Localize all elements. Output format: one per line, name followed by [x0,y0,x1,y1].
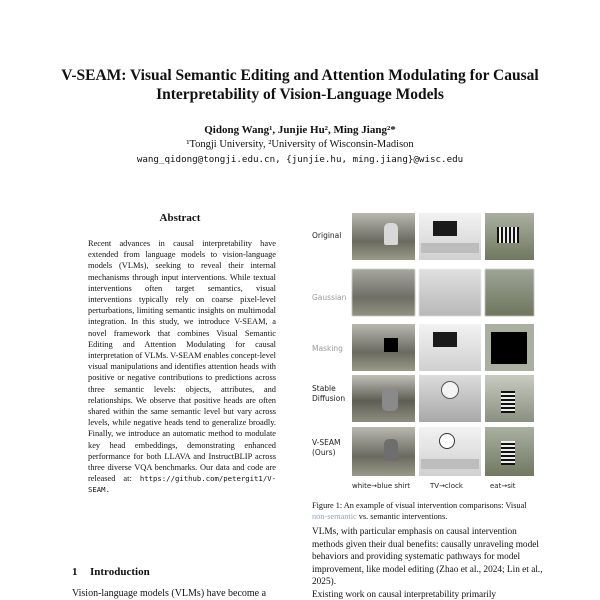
body-text-right: VLMs, with particular emphasis on causal intervention methods given their dual benefits: causally unraveling model behaviors and providing systematic pathways for model improvement, like model editing (Zhao et al., 2024; Lin et al., 2025). [312,527,543,587]
image-sd-zebra [485,375,534,422]
body-text-right-cont: Existing work on causal interpretability primarily [312,590,497,600]
image-vseam-person [352,427,415,476]
image-masking-room [419,324,481,371]
caption-prefix: Figure 1: An example of visual intervention comparisons: Visual [312,501,527,510]
image-gaussian-person [352,269,415,316]
row-label-stable-diffusion: Stable Diffusion [312,384,346,403]
row-label-masking: Masking [312,344,343,353]
caption-nonsemantic: non-semantic [312,512,357,521]
column-label-shirt: white→blue shirt [352,482,411,490]
image-sd-person [352,375,415,422]
paper-title: V-SEAM: Visual Semantic Editing and Attention Modulating for Causal Interpretability of Vision-Language Models [61,67,539,103]
section-title: Introduction [90,566,150,578]
figure-caption [312,500,542,522]
row-label-gaussian: Gaussian [312,293,347,302]
image-gaussian-zebra [485,269,534,316]
author-emails: wang_qidong@tongji.edu.cn, {junjie.hu, ming.jiang}@wisc.edu [136,154,464,165]
image-masking-person [352,324,415,371]
column-label-tv-clock: TV→clock [430,482,463,490]
image-vseam-zebra [485,427,534,476]
abstract-text: Recent advances in causal interpretability have extended from language models to vision-language models (VLMs), seeking to reveal their internal mechanisms through input interventions. While textual interventions often target semantics, visual interventions typically rely on coarse pixel-level perturbations, limiting semantic insights on multimodal integration. In this study, we introduce V-SEAM, a novel framework that combines Visual Semantic Editing and Attention Modulating for causal interpretation of VLMs. V-SEAM enables concept-level visual manipulations and identifies attention heads with positive or negative contributions to predictions across three semantic levels: objects, attributes, and relationships. We observe that positive heads are often shared within the same semantic level but vary across levels, while negative heads tend to generalize broadly. Finally, we introduce an automatic method to modulate key head embeddings, demonstrating enhanced performance for both LLAVA and InstructBLIP across three diverse VQA benchmarks. Our data and code are released at: [88,239,276,484]
image-sd-room [419,375,481,422]
author-list: Qidong Wang¹, Junjie Hu², Ming Jiang²* [204,124,396,136]
image-original-zebra [485,213,534,260]
section-number: 1 [72,566,78,578]
image-original-room [419,213,481,260]
row-label-v-seam: V-SEAM (Ours) [312,438,341,457]
introduction-text: Vision-language models (VLMs) have become a [72,588,267,599]
section-heading-introduction [72,566,150,578]
abstract-body [88,238,276,496]
abstract-heading: Abstract [159,212,201,224]
image-gaussian-room [419,269,481,316]
caption-suffix: vs. semantic interventions. [358,512,448,521]
column-label-eat-sit: eat→sit [490,482,516,490]
image-vseam-room [419,427,481,476]
code-link[interactable]: https://github.com/petergit1/V-SEAM. [88,474,276,495]
affiliations: ¹Tongji University, ²University of Wisconsin-Madison [186,139,414,150]
image-original-person [352,213,415,260]
image-masking-zebra [485,324,534,371]
row-label-original: Original [312,231,342,240]
